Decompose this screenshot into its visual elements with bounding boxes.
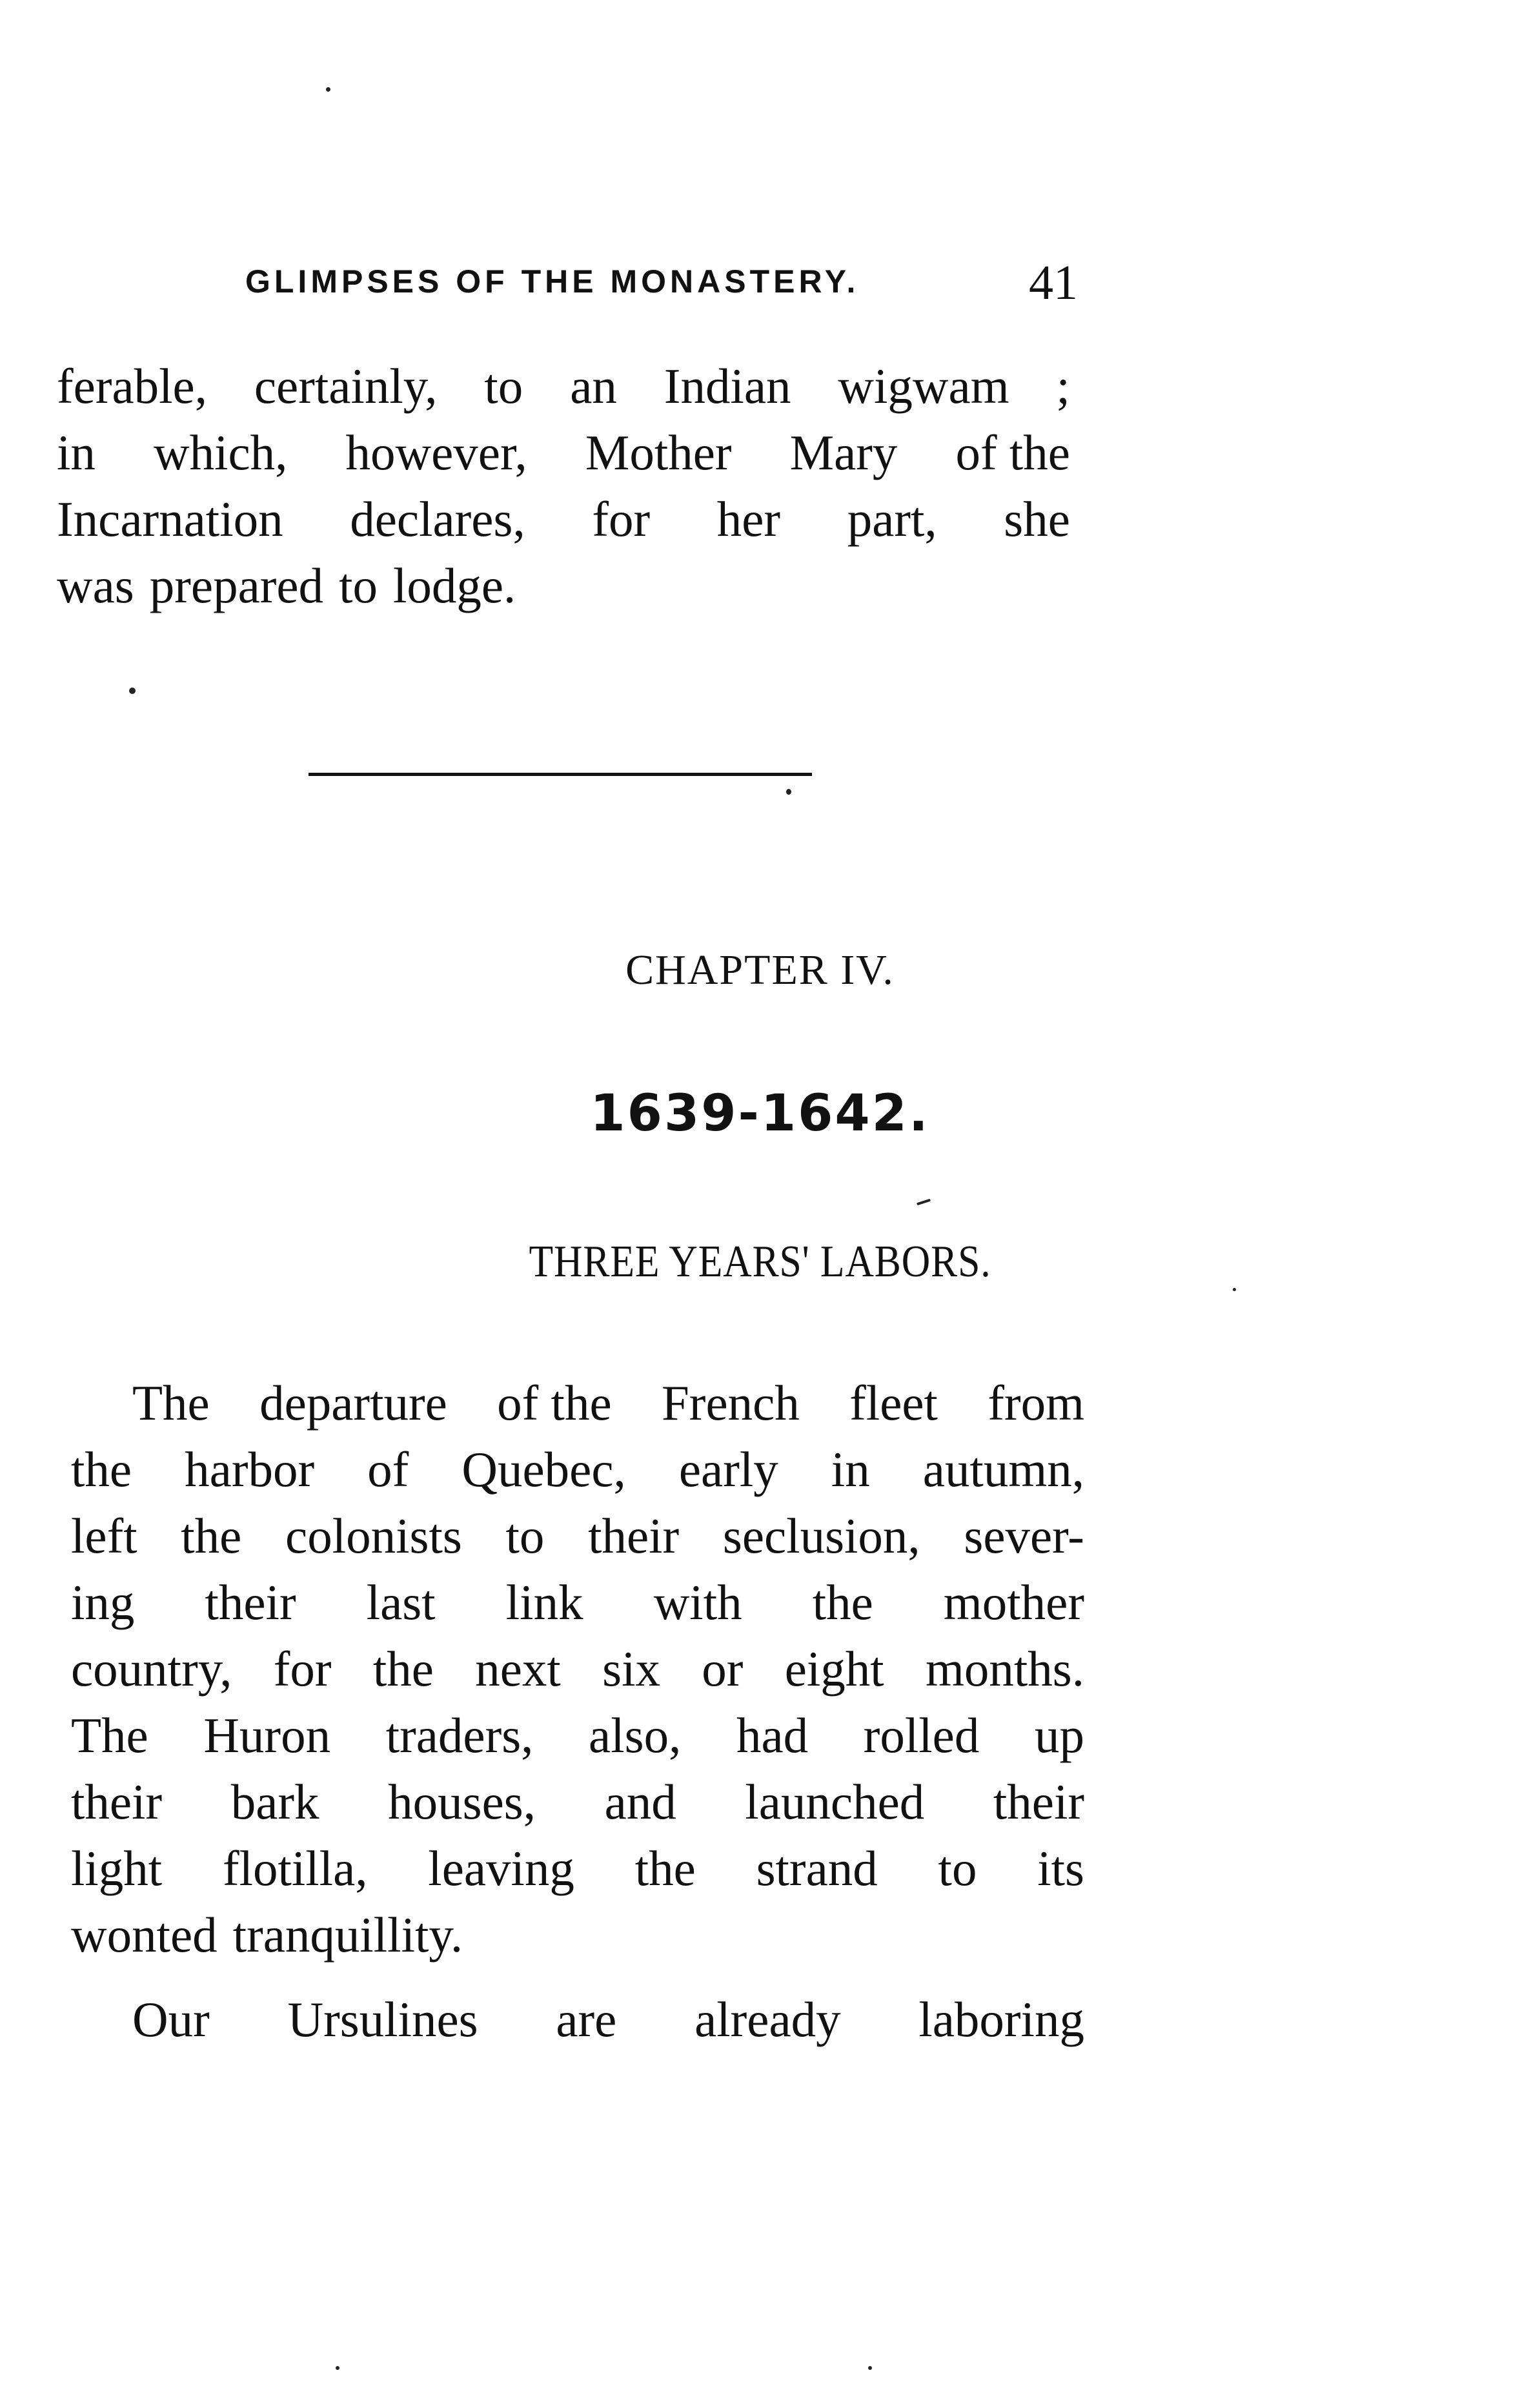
word: for bbox=[592, 491, 651, 547]
text-line bbox=[57, 558, 1070, 613]
word: mother bbox=[943, 1575, 1084, 1630]
text-line bbox=[57, 358, 1070, 414]
word: its bbox=[1037, 1841, 1084, 1896]
word: wigwam bbox=[838, 358, 1009, 414]
word: ; bbox=[1056, 358, 1070, 414]
word: houses, bbox=[388, 1774, 536, 1830]
word: the bbox=[812, 1575, 873, 1630]
word: of the bbox=[955, 425, 1070, 480]
word: certainly, bbox=[254, 358, 438, 414]
word: early bbox=[678, 1442, 778, 1497]
word: colonists bbox=[285, 1508, 462, 1564]
word: to bbox=[339, 558, 378, 613]
word: flotilla, bbox=[222, 1841, 368, 1896]
scan-speck bbox=[917, 1199, 931, 1206]
word: six bbox=[602, 1641, 660, 1697]
word: laboring bbox=[918, 1992, 1084, 2047]
word: The bbox=[71, 1708, 148, 1763]
word: up bbox=[1034, 1708, 1084, 1763]
word: seclusion, bbox=[722, 1508, 920, 1564]
word: to bbox=[938, 1841, 977, 1896]
chapter-title: THREE YEARS' LABORS. bbox=[529, 1237, 991, 1287]
word: which, bbox=[153, 425, 288, 480]
scan-speck bbox=[1233, 1288, 1236, 1291]
word: link bbox=[505, 1575, 583, 1630]
word: Our bbox=[132, 1992, 210, 2047]
section-divider-rule bbox=[309, 773, 812, 776]
word: had bbox=[736, 1708, 809, 1763]
word: however, bbox=[345, 425, 527, 480]
word: to bbox=[505, 1508, 545, 1564]
word: the bbox=[634, 1841, 696, 1896]
text-line bbox=[71, 1774, 1084, 1830]
page-number: 41 bbox=[1029, 256, 1078, 310]
text-line bbox=[71, 1575, 1084, 1630]
word: in bbox=[57, 425, 96, 480]
word: strand bbox=[756, 1841, 878, 1896]
word: the bbox=[71, 1442, 132, 1497]
text-line bbox=[71, 1708, 1084, 1763]
word: The bbox=[132, 1375, 210, 1431]
word: ing bbox=[71, 1575, 135, 1630]
word: prepared bbox=[149, 558, 324, 613]
text-line bbox=[57, 425, 1070, 480]
chapter-dates: 1639-1642. bbox=[590, 1085, 930, 1143]
word: was bbox=[57, 558, 134, 613]
word: Incarnation bbox=[57, 491, 283, 547]
word: their bbox=[993, 1774, 1084, 1830]
word: Mary bbox=[789, 425, 898, 480]
word: autumn, bbox=[922, 1442, 1084, 1497]
word: the bbox=[372, 1641, 434, 1697]
word: eight bbox=[784, 1641, 884, 1697]
word: country, bbox=[71, 1641, 232, 1697]
word: wonted bbox=[71, 1907, 218, 1963]
running-head bbox=[245, 255, 1078, 313]
text-line bbox=[132, 1375, 1084, 1431]
word: part, bbox=[847, 491, 937, 547]
word: bark bbox=[230, 1774, 319, 1830]
word: her bbox=[716, 491, 781, 547]
word: months. bbox=[925, 1641, 1084, 1697]
word: to bbox=[484, 358, 523, 414]
scan-speck bbox=[336, 2366, 339, 2370]
word: last bbox=[366, 1575, 436, 1630]
word: their bbox=[71, 1774, 163, 1830]
word: of bbox=[367, 1442, 409, 1497]
word: and bbox=[604, 1774, 676, 1830]
scan-speck bbox=[786, 789, 791, 795]
word: Quebec, bbox=[461, 1442, 626, 1497]
word: with bbox=[653, 1575, 742, 1630]
word: leaving bbox=[428, 1841, 574, 1896]
scan-speck bbox=[326, 87, 330, 92]
word: declares, bbox=[350, 491, 525, 547]
word: the bbox=[181, 1508, 242, 1564]
text-line bbox=[71, 1641, 1084, 1697]
chapter-number: CHAPTER IV. bbox=[625, 946, 895, 994]
word: launched bbox=[745, 1774, 925, 1830]
word: sever- bbox=[964, 1508, 1084, 1564]
word: left bbox=[71, 1508, 137, 1564]
word: Ursulines bbox=[287, 1992, 478, 2047]
word: she bbox=[1004, 491, 1070, 547]
word: light bbox=[71, 1841, 163, 1896]
text-line bbox=[71, 1508, 1084, 1564]
word: from bbox=[988, 1375, 1084, 1431]
word: an bbox=[570, 358, 617, 414]
word: harbor bbox=[185, 1442, 315, 1497]
word: also, bbox=[589, 1708, 682, 1763]
word: lodge. bbox=[392, 558, 516, 613]
text-line bbox=[132, 1992, 1084, 2047]
word: Mother bbox=[585, 425, 732, 480]
word: ferable, bbox=[57, 358, 207, 414]
word: French bbox=[661, 1375, 800, 1431]
word: for bbox=[273, 1641, 332, 1697]
word: fleet bbox=[849, 1375, 938, 1431]
word: of the bbox=[497, 1375, 612, 1431]
word: are bbox=[556, 1992, 617, 2047]
word: their bbox=[205, 1575, 296, 1630]
word: departure bbox=[259, 1375, 447, 1431]
word: next bbox=[475, 1641, 561, 1697]
scan-speck bbox=[129, 688, 136, 694]
word: rolled bbox=[863, 1708, 980, 1763]
word: or bbox=[702, 1641, 744, 1697]
word: already bbox=[694, 1992, 841, 2047]
running-title: GLIMPSES OF THE MONASTERY. bbox=[245, 263, 860, 300]
word: traders, bbox=[385, 1708, 534, 1763]
text-line bbox=[57, 491, 1070, 547]
word: Huron bbox=[203, 1708, 331, 1763]
text-line bbox=[71, 1442, 1084, 1497]
word: Indian bbox=[664, 358, 791, 414]
word: their bbox=[588, 1508, 680, 1564]
word: tranquillity. bbox=[232, 1907, 463, 1963]
word: in bbox=[831, 1442, 870, 1497]
text-line bbox=[71, 1841, 1084, 1896]
text-line bbox=[71, 1907, 1084, 1963]
scan-speck bbox=[868, 2366, 872, 2370]
